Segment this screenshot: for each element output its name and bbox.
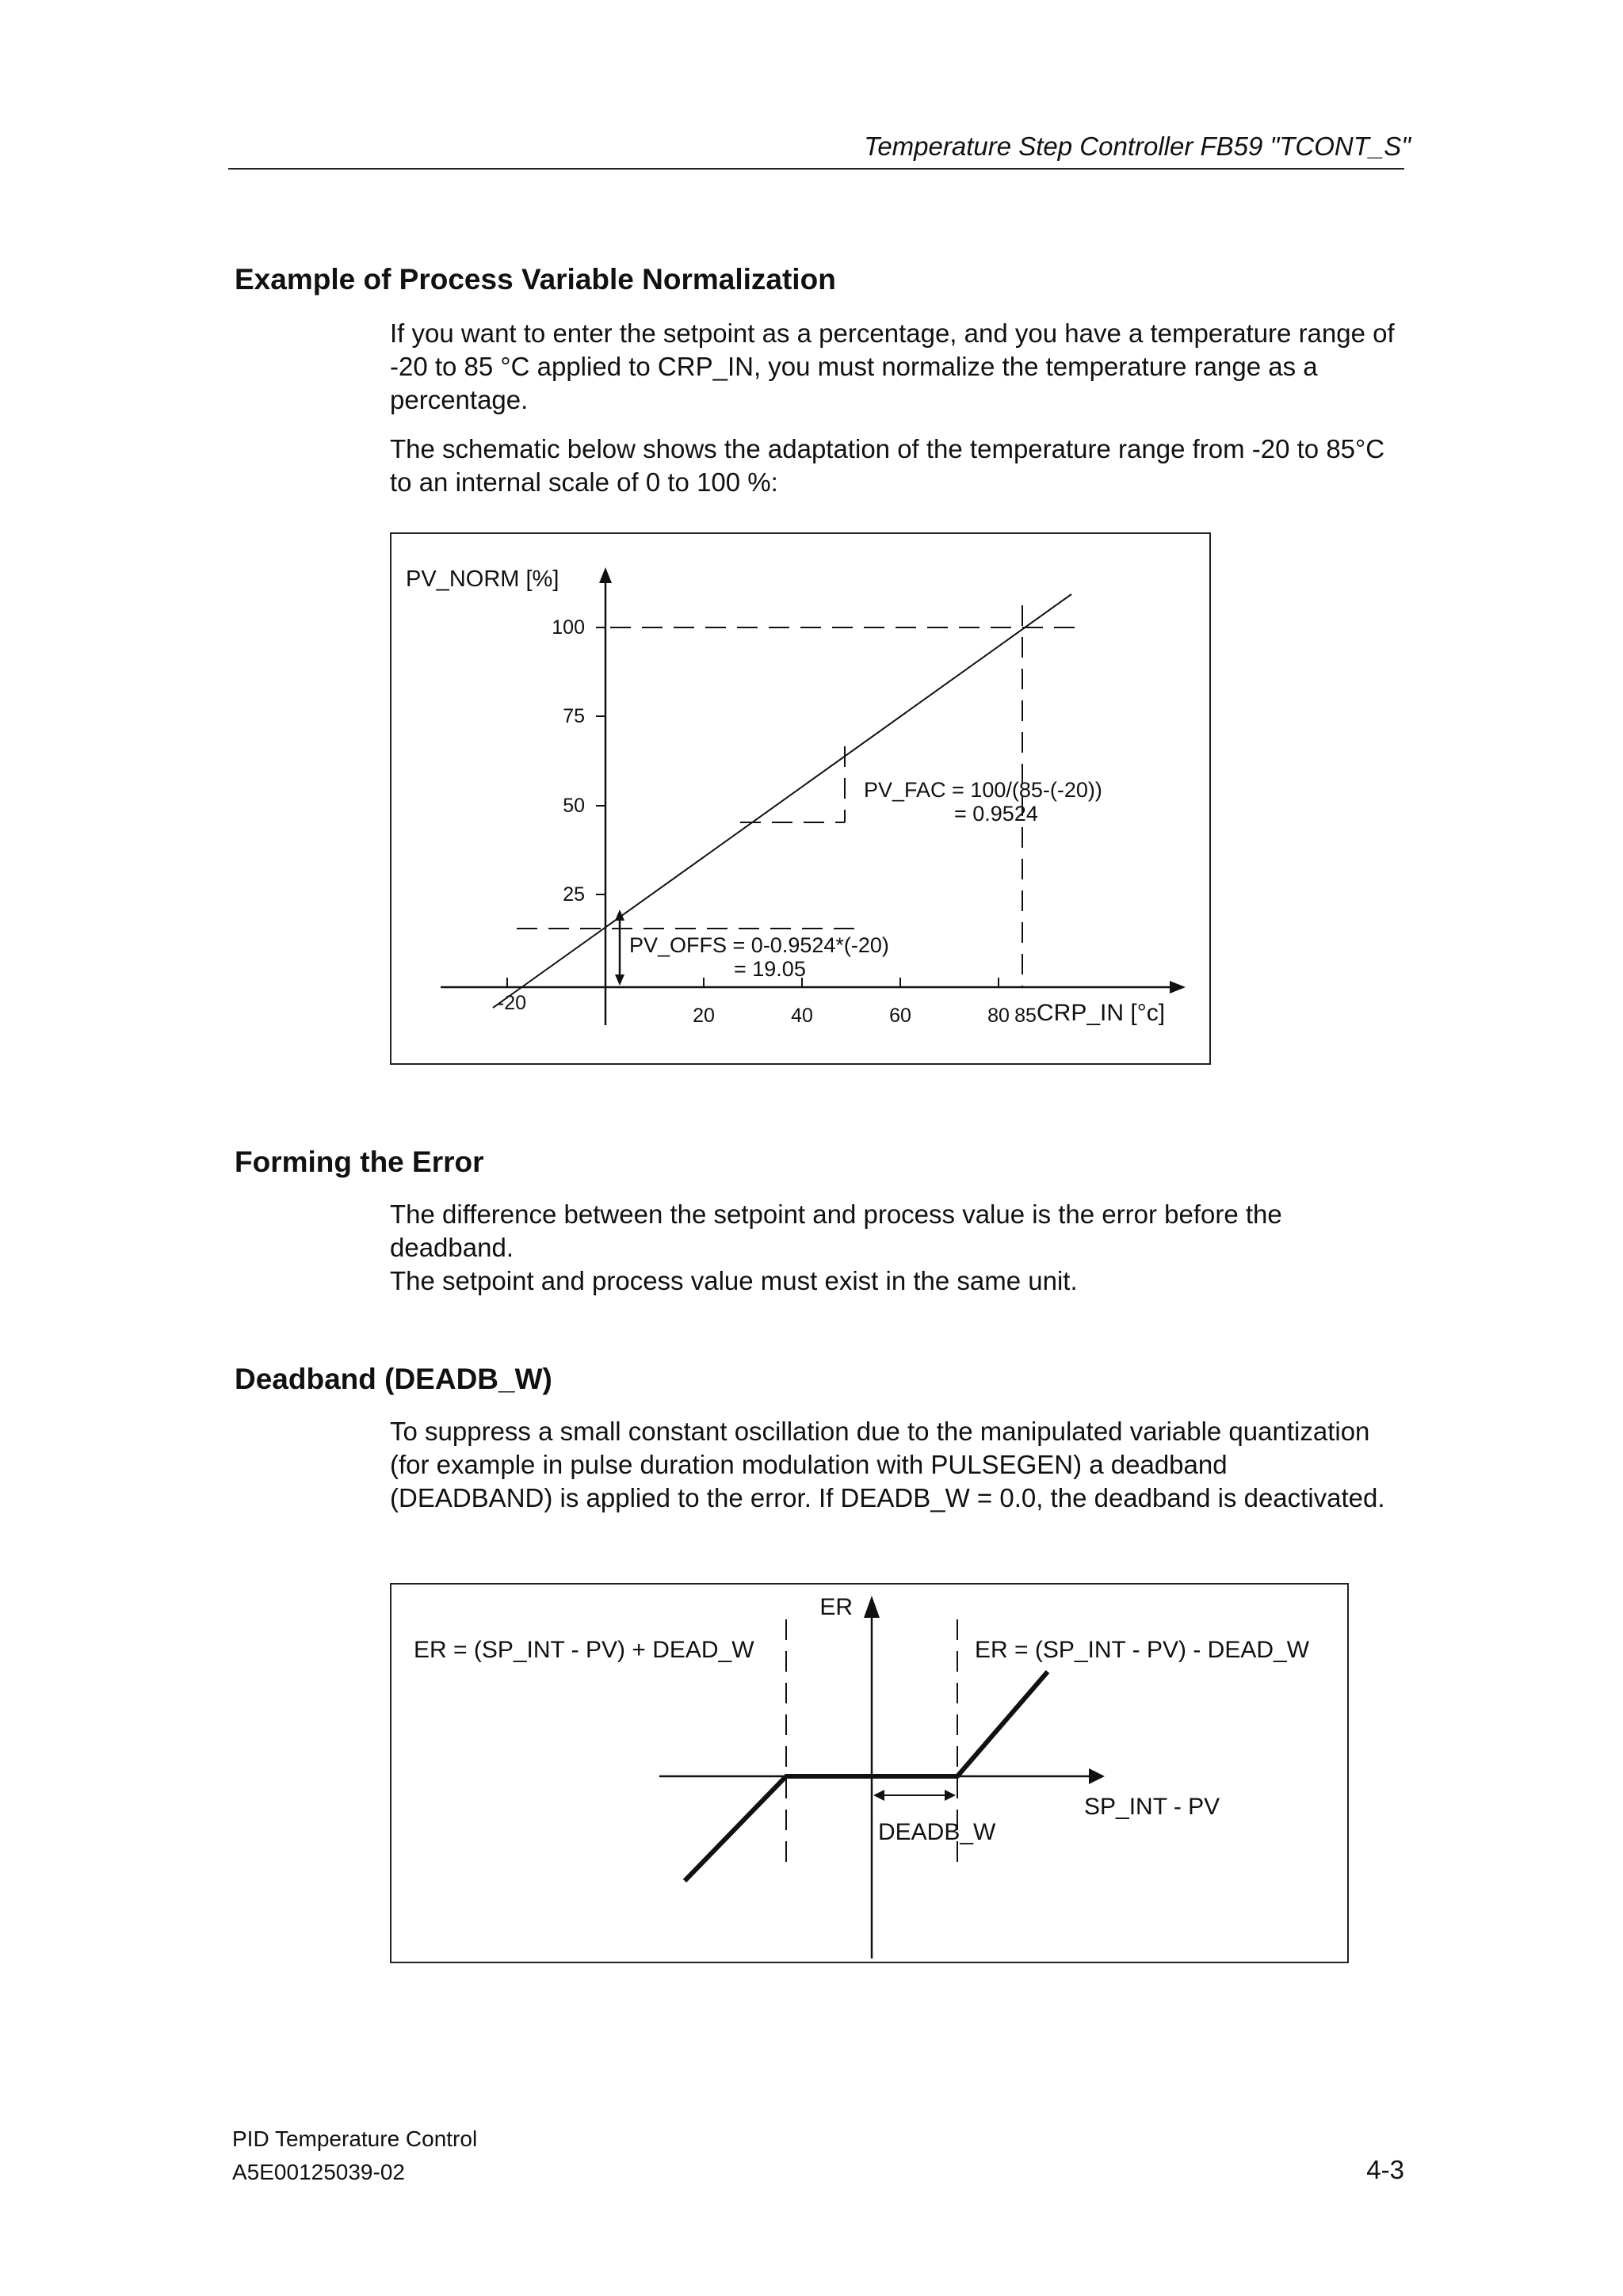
pv-fac-formula: PV_FAC = 100/(85-(-20)) [864, 778, 1102, 802]
running-header-title: Temperature Step Controller FB59 "TCONT_S" [864, 132, 1411, 161]
er-axis-arrow [864, 1596, 880, 1618]
deadband-diagram [391, 1585, 1350, 1965]
deadband-arrow-left [873, 1790, 884, 1801]
paragraph-normalization-schematic: The schematic below shows the adaptation of the temperature range from -20 to 85°C to an internal scale of 0 to 100 %: [390, 434, 1385, 497]
paragraph-error [390, 1198, 1396, 1298]
normalization-diagram [391, 534, 1212, 1066]
error-line-1: The difference between the setpoint and process value is the error before the [390, 1199, 1282, 1229]
footer-document-number: A5E00125039-02 [232, 2160, 405, 2184]
pv-fac-value: = 0.9524 [954, 802, 1038, 826]
section-heading-error: Forming the Error [235, 1146, 484, 1178]
left-formula: ER = (SP_INT - PV) + DEAD_W [414, 1637, 754, 1663]
y-tick-label-100: 100 [552, 616, 585, 639]
paragraph-deadband: To suppress a small constant oscillation due to the manipulated variable quantization (for example in pulse duration modulation with PULSEGEN) a deadband (DEADBAND) is applied to the error. If DEADB_W = 0.0, the deadband is deactivated. [390, 1417, 1385, 1512]
y-axis-label: PV_NORM [%] [406, 566, 559, 592]
deadband-arrow-right [945, 1790, 956, 1801]
pv-offs-formula: PV_OFFS = 0-0.9524*(-20) [629, 933, 889, 957]
y-axis-arrow [599, 567, 612, 583]
error-line-2: deadband. [390, 1233, 514, 1262]
figure-deadband [390, 1583, 1349, 1963]
er-axis-label: ER [819, 1594, 853, 1620]
right-formula: ER = (SP_INT - PV) - DEAD_W [975, 1637, 1310, 1663]
error-axis-arrow [1089, 1768, 1105, 1784]
x-axis-arrow [1170, 981, 1186, 994]
x-axis-label: SP_INT - PV [1084, 1794, 1220, 1820]
header-rule [228, 168, 1404, 170]
x-tick-label-40: 40 [791, 1005, 813, 1027]
x-tick-label-80: 80 [987, 1005, 1010, 1027]
y-tick-label-75: 75 [563, 705, 585, 727]
section-heading-deadband: Deadband (DEADB_W) [235, 1363, 552, 1395]
footer-document-title: PID Temperature Control [232, 2126, 478, 2151]
deadband-label: DEADB_W [878, 1819, 996, 1845]
x-tick-label-60: 60 [889, 1005, 911, 1027]
error-line-3: The setpoint and process value must exist in the same unit. [390, 1266, 1078, 1295]
pv-offs-value: = 19.05 [734, 957, 806, 981]
x-tick-label-85: 85 [1014, 1005, 1037, 1027]
offset-arrow-down [615, 974, 624, 986]
y-tick-label-25: 25 [563, 883, 585, 906]
page-number: 4-3 [1366, 2155, 1404, 2184]
y-tick-label-50: 50 [563, 795, 585, 817]
x-tick-label-20: 20 [693, 1005, 715, 1027]
paragraph-normalization-intro: If you want to enter the setpoint as a percentage, and you have a temperature range of -20 to 85 °C applied to CRP_IN, you must normalize the temperature range as a percentage. [390, 318, 1395, 414]
x-tick-label-neg20: -20 [497, 992, 527, 1014]
section-heading-normalization: Example of Process Variable Normalization [235, 263, 836, 296]
x-axis-label: CRP_IN [°c] [1037, 1000, 1166, 1026]
figure-normalization [390, 532, 1211, 1065]
